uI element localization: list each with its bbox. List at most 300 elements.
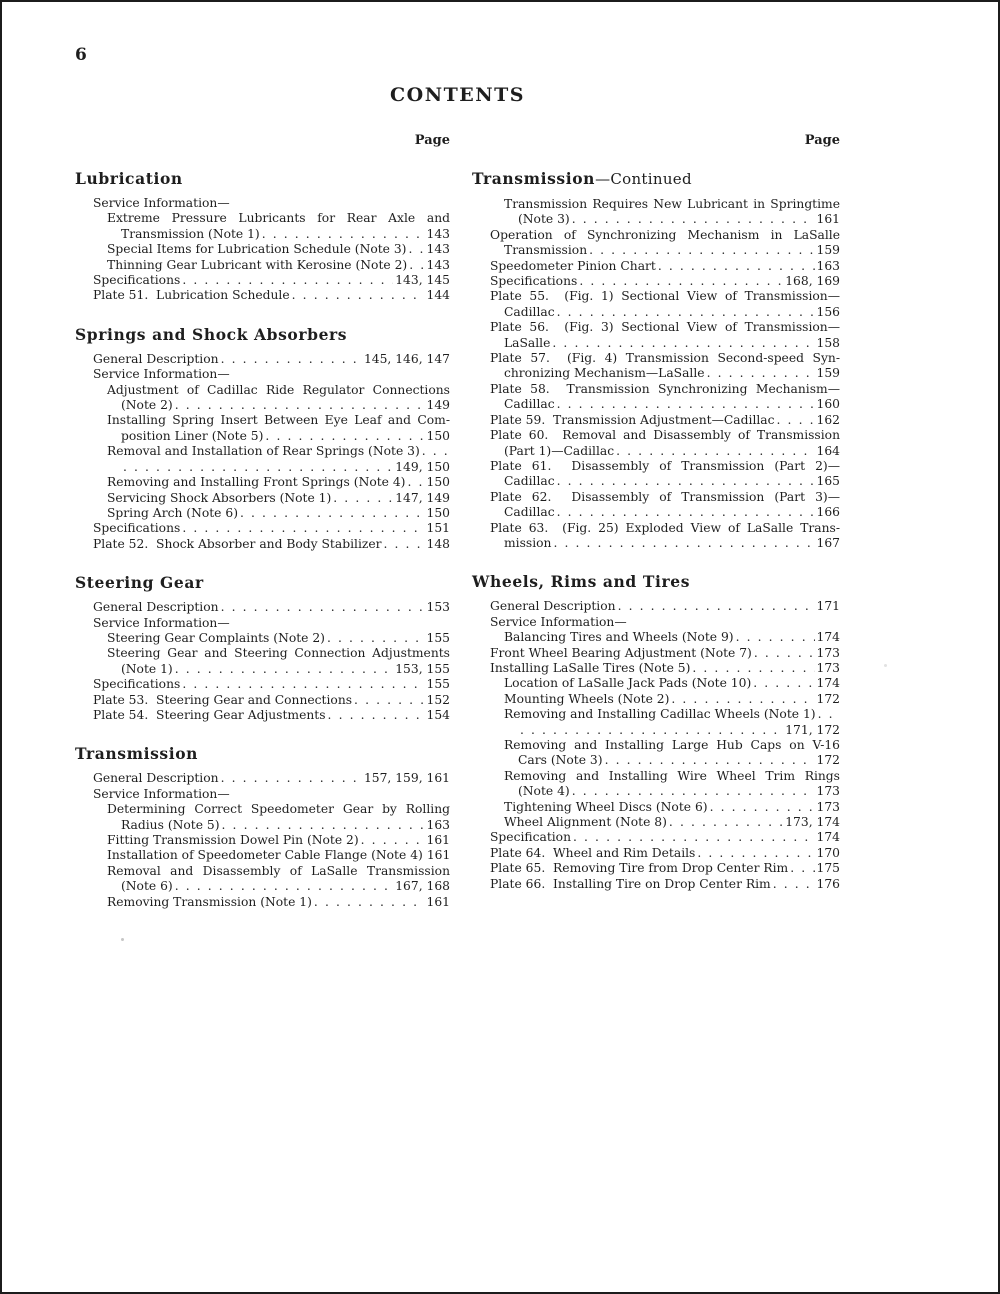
page-ref: 165 <box>816 474 840 489</box>
toc-line <box>472 784 840 799</box>
dot-leader <box>557 397 815 412</box>
toc-line <box>75 367 450 382</box>
toc-entry <box>75 771 450 786</box>
toc-entry <box>75 475 450 490</box>
toc-entry <box>75 616 450 631</box>
entry-text: Removal and Disassembly of LaSalle Transmission <box>107 863 450 878</box>
toc-line <box>75 818 450 833</box>
toc-entry <box>75 211 450 242</box>
dot-leader <box>616 444 814 459</box>
toc-line <box>75 833 450 848</box>
toc-entry <box>472 259 840 274</box>
dot-leader <box>520 723 783 738</box>
toc-entry <box>472 320 840 351</box>
toc-line <box>75 662 450 677</box>
page-ref: 170 <box>816 845 840 860</box>
toc-line <box>472 351 840 366</box>
entry-text: Plate 54. Steering Gear Adjustments <box>93 707 326 722</box>
toc-entry <box>75 491 450 506</box>
toc-entry <box>472 630 840 645</box>
page-ref: 156 <box>816 304 840 319</box>
toc-section <box>75 744 450 910</box>
entry-text: General Description <box>93 600 219 615</box>
toc-entry <box>472 382 840 413</box>
entry-text: Cadillac <box>504 505 555 520</box>
dot-leader <box>361 833 425 848</box>
toc-line <box>75 413 450 428</box>
toc-columns <box>75 133 840 910</box>
scan-speck <box>884 664 887 667</box>
entry-text: Transmission <box>504 243 588 258</box>
page-ref: 154 <box>426 707 450 722</box>
toc-entry <box>75 413 450 444</box>
toc-entry <box>75 833 450 848</box>
entry-text: Removal and Installation of Rear Springs (Note 3) <box>107 444 420 459</box>
page-title: CONTENTS <box>390 84 525 106</box>
toc-line <box>75 787 450 802</box>
entry-text: (Note 4) <box>518 784 570 799</box>
entry-text: Installation of Speedometer Cable Flange (Note 4) <box>107 848 423 863</box>
toc-entry <box>75 631 450 646</box>
toc-line <box>75 677 450 692</box>
entry-text: Plate 52. Shock Absorber and Body Stabilizer <box>93 536 382 551</box>
entry-text: Steering Gear and Steering Connection Adjustments <box>107 646 450 661</box>
toc-entry <box>472 197 840 228</box>
toc-line <box>75 398 450 413</box>
dot-leader <box>175 662 394 677</box>
toc-line <box>75 258 450 273</box>
dot-leader <box>292 288 425 303</box>
page-ref: 150 <box>426 475 450 490</box>
toc-line <box>472 646 840 661</box>
entry-text: Specifications <box>93 677 181 692</box>
dot-leader <box>240 506 425 521</box>
toc-section <box>472 572 840 892</box>
toc-entry <box>472 800 840 815</box>
toc-entry <box>472 769 840 800</box>
dot-leader <box>736 630 815 645</box>
page-number: 6 <box>75 45 87 65</box>
page-ref: 167 <box>816 535 840 550</box>
entry-text: Service Information— <box>490 614 627 629</box>
section-heading-suffix: —Continued <box>595 170 692 188</box>
toc-line <box>472 815 840 830</box>
page-ref: 171 <box>816 599 840 614</box>
dot-leader <box>753 676 814 691</box>
entry-text: Tightening Wheel Discs (Note 6) <box>504 799 708 814</box>
toc-entry <box>75 677 450 692</box>
toc-entry <box>75 196 450 211</box>
toc-section <box>75 573 450 723</box>
toc-line <box>472 676 840 691</box>
toc-line <box>75 273 450 288</box>
toc-line <box>75 895 450 910</box>
toc-entry <box>472 830 840 845</box>
page-ref: 175 <box>816 861 840 876</box>
toc-entry <box>472 615 840 630</box>
dot-leader <box>222 818 425 833</box>
toc-line <box>472 661 840 676</box>
dot-leader <box>773 877 815 892</box>
toc-line <box>75 879 450 894</box>
toc-line <box>75 771 450 786</box>
dot-leader <box>618 599 815 614</box>
page-ref: 148 <box>426 536 450 551</box>
entry-text: Transmission Requires New Lubricant in Springtime <box>504 197 840 211</box>
entry-text: Removing and Installing Wire Wheel Trim Rings <box>504 768 840 783</box>
page-ref: 161 <box>426 833 450 847</box>
toc-entry <box>472 861 840 876</box>
toc-entry <box>75 646 450 677</box>
dot-leader <box>182 521 424 536</box>
entry-text: Plate 53. Steering Gear and Connections <box>93 692 353 707</box>
dot-leader <box>354 693 424 708</box>
toc-column-left <box>75 133 450 910</box>
entry-text: Plate 51. Lubrication Schedule <box>93 288 290 303</box>
toc-line <box>472 738 840 753</box>
page-ref: 163 <box>816 258 840 273</box>
toc-line <box>472 630 840 645</box>
page-ref: 160 <box>816 397 840 412</box>
dot-leader <box>557 505 815 520</box>
toc-entry <box>75 787 450 802</box>
section-heading-text: Wheels, Rims and Tires <box>472 572 691 592</box>
page-content <box>75 45 840 910</box>
section-heading-text: Lubrication <box>75 169 183 188</box>
entry-text: Plate 66. Installing Tire on Drop Center Rim <box>490 876 771 891</box>
toc-entry <box>472 459 840 490</box>
toc-line <box>472 753 840 768</box>
toc-line <box>75 352 450 367</box>
toc-line <box>75 631 450 646</box>
toc-entry <box>75 600 450 615</box>
entry-text: Removing and Installing Large Hub Caps on V-16 <box>504 738 840 752</box>
toc-line <box>75 211 450 226</box>
entry-text: Service Information— <box>93 367 230 382</box>
page-ref: 174 <box>816 830 840 845</box>
toc-line <box>472 769 840 784</box>
page-ref: 164 <box>816 443 840 458</box>
section-heading <box>75 325 450 344</box>
dot-leader <box>572 212 815 227</box>
dot-leader <box>692 661 814 676</box>
entry-text: Fitting Transmission Dowel Pin (Note 2) <box>107 833 359 847</box>
section-heading-text: Transmission <box>472 169 596 188</box>
section-heading <box>472 572 840 591</box>
page-ref: 151 <box>426 521 450 536</box>
toc-line <box>75 227 450 242</box>
toc-entry <box>75 537 450 552</box>
toc-line <box>472 861 840 876</box>
dot-leader <box>707 366 815 381</box>
entry-text: (Note 1) <box>121 661 173 676</box>
toc-column-right <box>472 133 840 910</box>
dot-leader <box>327 631 425 646</box>
entry-text: Specifications <box>93 273 181 288</box>
entry-text: General Description <box>490 599 616 614</box>
dot-leader <box>221 352 362 367</box>
toc-line <box>472 289 840 304</box>
toc-entry <box>472 228 840 259</box>
toc-line <box>75 288 450 303</box>
toc-entry <box>472 661 840 676</box>
toc-entry <box>75 848 450 863</box>
dot-leader <box>579 274 783 289</box>
dot-leader <box>658 259 815 274</box>
dot-leader <box>409 242 425 257</box>
page-ref: 152 <box>426 692 450 707</box>
entry-text: Speedometer Pinion Chart <box>490 258 656 273</box>
toc-entry <box>75 258 450 273</box>
toc-entry <box>472 738 840 769</box>
page-ref: 173 <box>816 784 840 799</box>
toc-entry <box>472 707 840 738</box>
dot-leader <box>182 677 424 692</box>
toc-entry <box>75 506 450 521</box>
toc-line <box>472 305 840 320</box>
page-ref: 174 <box>816 676 840 691</box>
page-ref: 149, 150 <box>395 459 450 474</box>
entry-text: Operation of Synchronizing Mechanism in LaSalle <box>490 227 840 242</box>
toc-line <box>472 413 840 428</box>
section-heading <box>472 169 840 189</box>
page-ref: 145, 146, 147 <box>363 351 450 366</box>
dot-leader <box>557 305 815 320</box>
dot-leader <box>384 537 425 552</box>
toc-line <box>472 459 840 474</box>
page-ref: 149 <box>426 398 450 413</box>
entry-text: (Note 2) <box>121 398 173 413</box>
toc-entry <box>75 273 450 288</box>
entry-text: Installing Spring Insert Between Eye Leaf and Com- <box>107 413 450 428</box>
page-ref: 162 <box>816 412 840 427</box>
toc-entry <box>75 352 450 367</box>
entry-text: Radius (Note 5) <box>121 817 220 832</box>
toc-line <box>472 830 840 845</box>
page-ref: 153 <box>426 600 450 615</box>
toc-line <box>472 692 840 707</box>
page-ref: 173, 174 <box>785 815 840 830</box>
toc-line <box>75 506 450 521</box>
page-ref: 161 <box>426 848 451 863</box>
entry-text: Adjustment of Cadillac Ride Regulator Connections <box>107 382 450 397</box>
entry-text: Spring Arch (Note 6) <box>107 505 238 520</box>
toc-section <box>472 169 840 551</box>
page-ref: 172 <box>816 753 840 768</box>
page-ref: 163 <box>426 817 450 832</box>
dot-leader <box>175 398 425 413</box>
dot-leader <box>182 273 393 288</box>
entry-text: Service Information— <box>93 786 230 801</box>
page-ref: 167, 168 <box>395 879 450 894</box>
entry-text: (Note 3) <box>518 212 570 227</box>
entry-text: Steering Gear Complaints (Note 2) <box>107 630 325 645</box>
toc-entry <box>472 692 840 707</box>
toc-line <box>75 196 450 211</box>
toc-entry <box>472 351 840 382</box>
entry-text: (Part 1)—Cadillac <box>504 443 615 458</box>
toc-line <box>472 877 840 892</box>
toc-entry <box>472 646 840 661</box>
toc-line <box>75 383 450 398</box>
entry-text: Removing Transmission (Note 1) <box>107 894 312 909</box>
entry-text: Plate 65. Removing Tire from Drop Center Rim <box>490 861 789 876</box>
dot-leader <box>262 227 425 242</box>
page-ref: 161 <box>816 212 840 227</box>
page-ref: 159 <box>816 243 840 258</box>
page-ref: 174 <box>816 630 840 645</box>
entry-text: Transmission (Note 1) <box>121 226 260 241</box>
entry-text: Specifications <box>490 274 578 289</box>
entry-text: Plate 56. (Fig. 3) Sectional View of Transmission— <box>490 320 840 335</box>
dot-leader <box>221 771 362 786</box>
toc-entry <box>75 693 450 708</box>
dot-leader <box>818 707 838 722</box>
toc-entry <box>75 383 450 414</box>
toc-line <box>472 800 840 815</box>
entry-text: Plate 64. Wheel and Rim Details <box>490 845 696 860</box>
page-ref: 161 <box>426 894 450 909</box>
section-heading-text: Steering Gear <box>75 573 204 593</box>
toc-line <box>472 259 840 274</box>
entry-text: mission <box>504 535 552 550</box>
toc-line <box>472 846 840 861</box>
page-ref: 176 <box>816 876 840 891</box>
entry-text: Service Information— <box>93 615 230 630</box>
page-ref: 155 <box>426 677 450 692</box>
toc-section <box>75 325 450 552</box>
toc-entry <box>75 521 450 536</box>
dot-leader <box>557 474 815 489</box>
page-column-header: Page <box>414 133 450 148</box>
page-ref: 171, 172 <box>785 722 840 737</box>
toc-line <box>75 537 450 552</box>
entry-text: Plate 63. (Fig. 25) Exploded View of LaSalle Trans- <box>490 520 840 535</box>
entry-text: Balancing Tires and Wheels (Note 9) <box>504 630 734 645</box>
toc-line <box>75 848 450 863</box>
toc-line <box>75 708 450 723</box>
page-ref: 173 <box>816 799 840 814</box>
toc-line <box>75 460 450 475</box>
entry-text: chronizing Mechanism—LaSalle <box>504 366 705 381</box>
toc-entry <box>472 846 840 861</box>
entry-text: Cadillac <box>504 304 555 319</box>
entry-text: Removing and Installing Front Springs (Note 4) <box>107 475 406 490</box>
entry-text: General Description <box>93 771 219 786</box>
toc-entry <box>472 521 840 552</box>
toc-line <box>472 428 840 443</box>
entry-text: Installing LaSalle Tires (Note 5) <box>490 660 691 675</box>
toc-line <box>75 429 450 444</box>
dot-leader <box>790 861 814 876</box>
toc-line <box>472 197 840 212</box>
section-heading <box>75 573 450 592</box>
entry-text: Wheel Alignment (Note 8) <box>504 815 667 830</box>
page-ref: 143 <box>426 242 450 257</box>
toc-line <box>75 444 450 459</box>
page-ref: 147, 149 <box>395 490 450 505</box>
page-ref: 158 <box>816 335 840 350</box>
toc-line <box>75 521 450 536</box>
toc-line <box>472 444 840 459</box>
page-ref: 143, 145 <box>395 273 450 288</box>
toc-line <box>75 491 450 506</box>
page-ref: 168, 169 <box>785 274 840 289</box>
page-column-header: Page <box>804 133 840 148</box>
toc-entry <box>75 242 450 257</box>
toc-entry <box>472 289 840 320</box>
toc-line <box>472 521 840 536</box>
entry-text: Specifications <box>93 521 181 536</box>
toc-line <box>75 646 450 661</box>
toc-line <box>472 490 840 505</box>
entry-text: position Liner (Note 5) <box>121 428 264 443</box>
section-heading-text: Transmission <box>75 744 199 764</box>
dot-leader <box>605 753 815 768</box>
toc-entry <box>75 444 450 475</box>
toc-line <box>472 599 840 614</box>
entry-text: Extreme Pressure Lubricants for Rear Axle and <box>107 211 450 226</box>
entry-text: Plate 59. Transmission Adjustment—Cadillac <box>490 412 775 427</box>
dot-leader <box>553 536 814 551</box>
entry-text: Plate 60. Removal and Disassembly of Transmission <box>490 428 840 443</box>
toc-line <box>75 475 450 490</box>
dot-leader <box>422 444 448 459</box>
page-ref: 155 <box>426 630 450 645</box>
toc-entry <box>472 599 840 614</box>
dot-leader <box>328 708 425 723</box>
dot-leader <box>589 243 814 258</box>
page-ref: 157, 159, 161 <box>363 771 450 786</box>
toc-line <box>472 336 840 351</box>
toc-line <box>75 616 450 631</box>
entry-text: Removing and Installing Cadillac Wheels (Note 1) <box>504 707 816 722</box>
toc-entry <box>472 274 840 289</box>
toc-line <box>75 600 450 615</box>
page-ref: 153, 155 <box>395 661 450 676</box>
entry-text: Cadillac <box>504 397 555 412</box>
toc-line <box>472 707 840 722</box>
toc-entry <box>472 676 840 691</box>
toc-entry <box>472 413 840 428</box>
toc-line <box>472 243 840 258</box>
toc-line <box>75 802 450 817</box>
page-ref: 143 <box>426 257 450 272</box>
entry-text: Determining Correct Speedometer Gear by Rolling <box>107 802 450 817</box>
dot-leader <box>573 830 815 845</box>
toc-line <box>472 397 840 412</box>
section-heading-text: Springs and Shock Absorbers <box>75 324 348 344</box>
entry-text: Plate 58. Transmission Synchronizing Mechanism— <box>490 381 840 396</box>
toc-line <box>75 242 450 257</box>
dot-leader <box>175 879 394 894</box>
toc-line <box>472 320 840 335</box>
toc-line <box>75 864 450 879</box>
toc-line <box>472 474 840 489</box>
entry-text: (Note 6) <box>121 879 173 894</box>
toc-line <box>472 505 840 520</box>
dot-leader <box>409 258 424 273</box>
toc-line <box>75 693 450 708</box>
dot-leader <box>671 692 814 707</box>
toc-entry <box>75 895 450 910</box>
toc-line <box>472 536 840 551</box>
entry-text: General Description <box>93 351 219 366</box>
entry-text: Mounting Wheels (Note 2) <box>504 691 670 706</box>
entry-text: Plate 62. Disassembly of Transmission (Part 3)— <box>490 489 840 504</box>
entry-text: Servicing Shock Absorbers (Note 1) <box>107 490 332 505</box>
entry-text: Location of LaSalle Jack Pads (Note 10) <box>504 676 752 691</box>
